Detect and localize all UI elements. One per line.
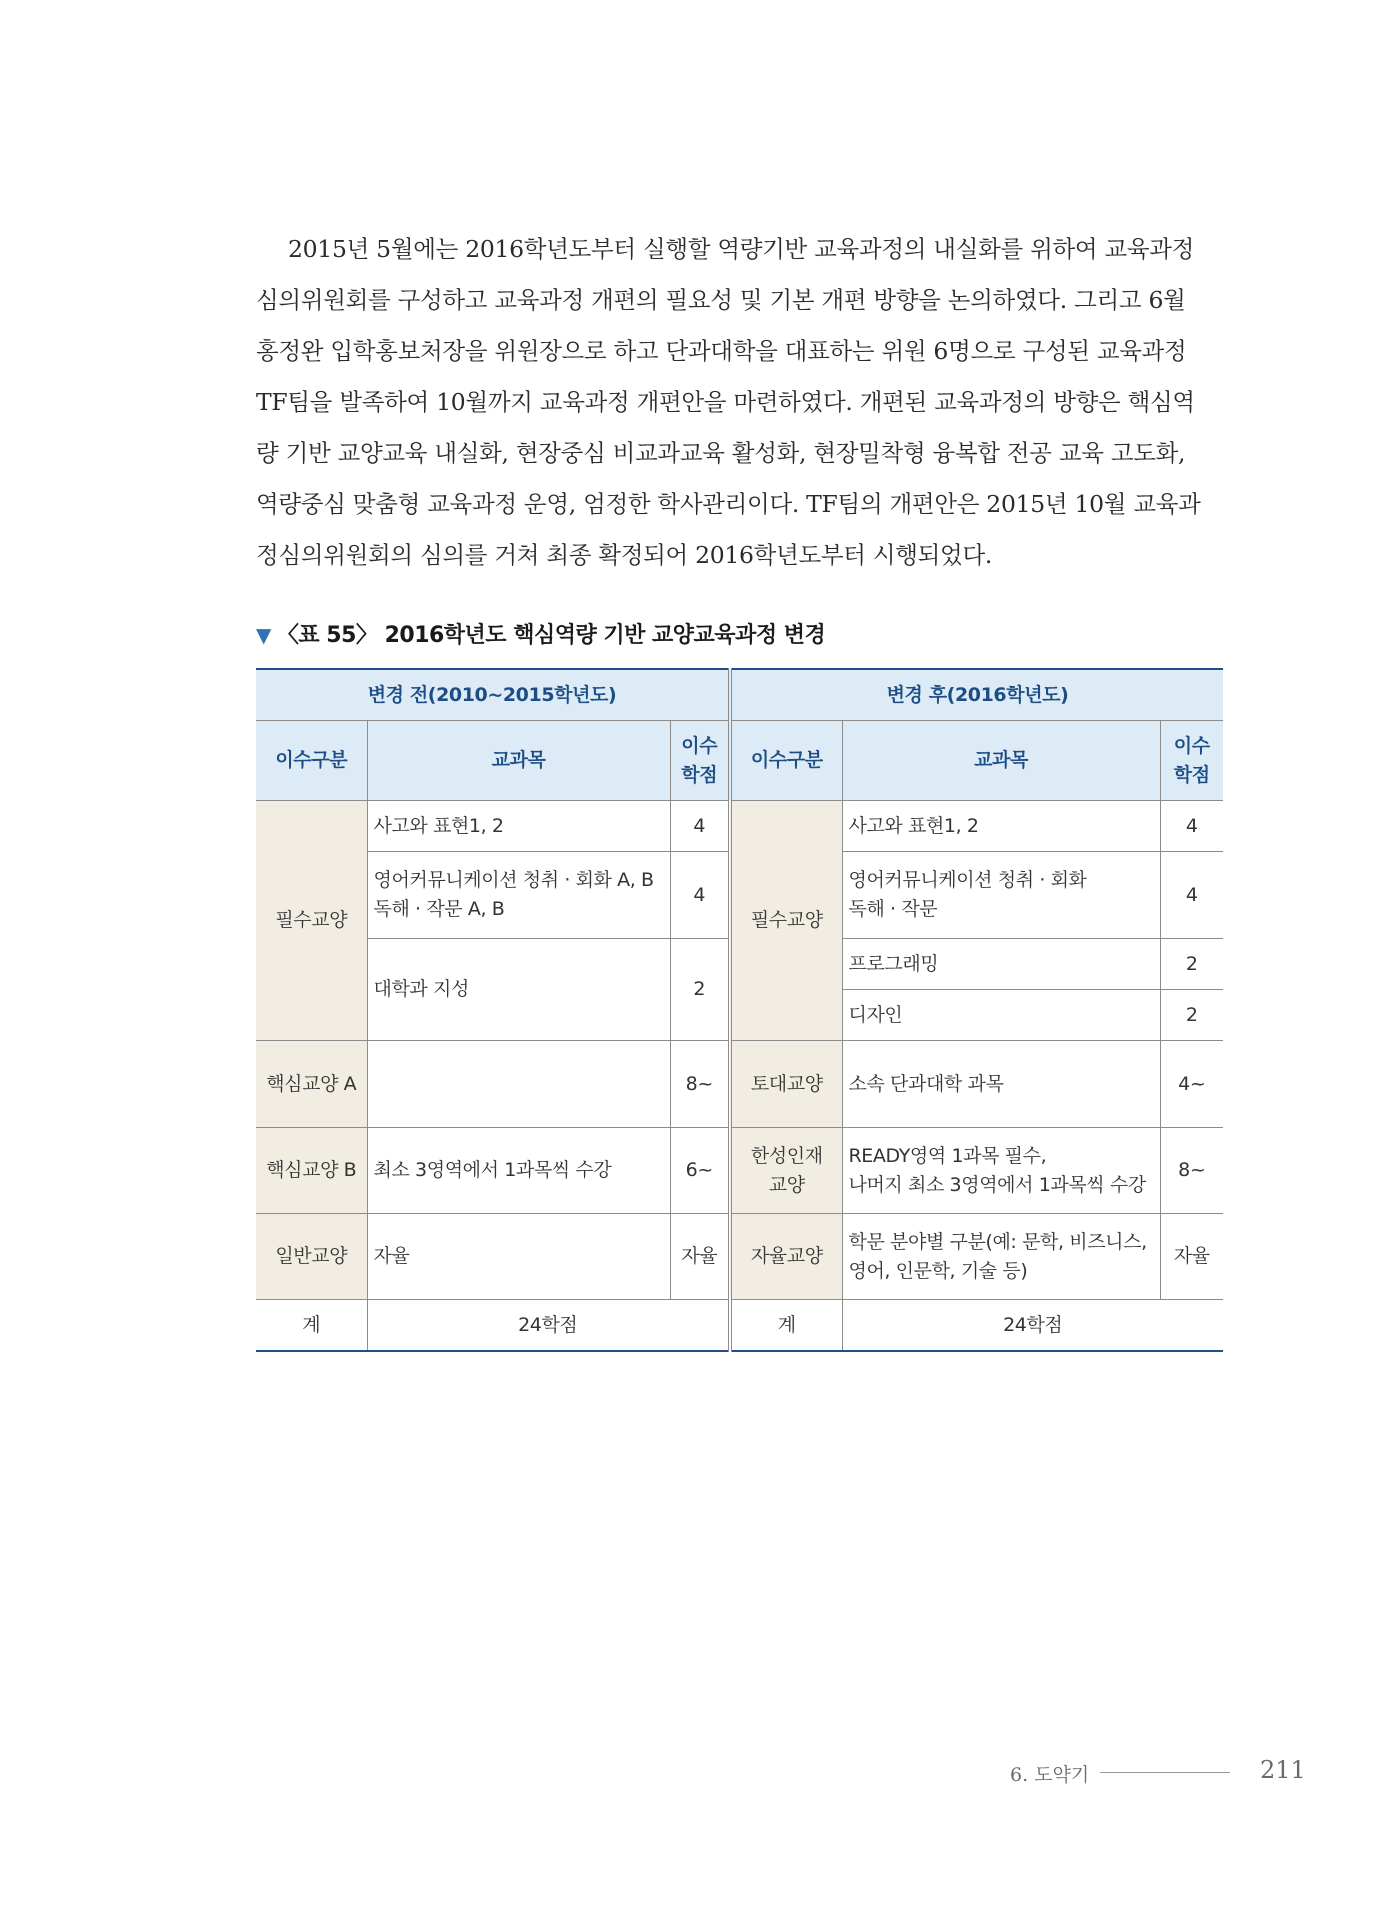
subject-line: 영어, 인문학, 기술 등) [848,1259,1028,1282]
paragraph-line: 심의위원회를 구성하고 교육과정 개편의 필요성 및 기본 개편 방향을 논의하였다. 그리고 6월 [256,286,1186,314]
category-cell: 필수교양 [730,801,842,1041]
column-header-credit-line: 이수 [681,734,718,757]
table-caption [256,618,825,649]
column-header-credit-line: 학점 [1173,763,1210,786]
column-header-credit-line: 학점 [681,763,718,786]
category-cell: 토대교양 [730,1041,842,1128]
column-header-credit-line: 이수 [1173,734,1210,757]
credit-cell: 자율 [1160,1214,1223,1300]
subject-cell: 자율 [367,1214,670,1300]
chapter-label: 6. 도약기 [1010,1764,1090,1786]
category-cell: 일반교양 [256,1214,367,1300]
credit-cell: 2 [670,939,730,1041]
subject-line: READY영역 1과목 필수, [848,1144,1047,1167]
subject-cell: 디자인 [842,990,1160,1041]
subject-cell: 최소 3영역에서 1과목씩 수강 [367,1128,670,1214]
credit-cell: 8~ [1160,1128,1223,1214]
subject-line: 영어커뮤니케이션 청취 · 회화 [848,869,1087,891]
paragraph-line: TF팀을 발족하여 10월까지 교육과정 개편안을 마련하였다. 개편된 교육과정의 방향은 핵심역 [256,388,1195,416]
curriculum-table [256,668,1223,1352]
page-number: 211 [1260,1756,1306,1784]
after-header: 변경 후(2016학년도) [730,669,1223,721]
category-cell: 핵심교양 A [256,1041,367,1128]
subject-cell [842,1214,1160,1300]
subject-cell [842,1128,1160,1214]
credit-cell: 2 [1160,990,1223,1041]
credit-cell: 4 [1160,852,1223,939]
page-footer [1010,1756,1306,1786]
subject-line: 독해 · 작문 [848,898,938,920]
subject-cell: 소속 단과대학 과목 [842,1041,1160,1128]
credit-cell: 2 [1160,939,1223,990]
category-line: 한성인재 [750,1144,823,1167]
subject-cell [842,852,1160,939]
column-header-category: 이수구분 [730,721,842,801]
credit-cell: 4 [670,801,730,852]
category-cell: 필수교양 [256,801,367,1041]
triangle-down-icon: ▼ [256,623,271,647]
subject-cell: 사고와 표현1, 2 [367,801,670,852]
total-value: 24학점 [842,1300,1223,1352]
subject-line: 나머지 최소 3영역에서 1과목씩 수강 [848,1173,1146,1196]
subject-cell [367,852,670,939]
credit-cell: 4~ [1160,1041,1223,1128]
credit-cell: 8~ [670,1041,730,1128]
column-header-credit [1160,721,1223,801]
subject-cell [367,1041,670,1128]
category-cell: 핵심교양 B [256,1128,367,1214]
column-header-subject: 교과목 [367,721,670,801]
credit-cell: 6~ [670,1128,730,1214]
column-header-subject: 교과목 [842,721,1160,801]
body-paragraph [256,224,1226,581]
subject-cell: 프로그래밍 [842,939,1160,990]
credit-cell: 4 [670,852,730,939]
credit-cell: 4 [1160,801,1223,852]
paragraph-line: 2015년 5월에는 2016학년도부터 실행할 역량기반 교육과정의 내실화를 위하여 교육과정 [288,235,1195,263]
table-caption-text: 〈표 55〉 2016학년도 핵심역량 기반 교양교육과정 변경 [276,623,826,648]
total-value: 24학점 [367,1300,730,1352]
category-cell [730,1128,842,1214]
credit-cell: 자율 [670,1214,730,1300]
category-line: 교양 [768,1173,805,1196]
column-header-credit [670,721,730,801]
before-header: 변경 전(2010~2015학년도) [256,669,730,721]
paragraph-line: 정심의위원회의 심의를 거쳐 최종 확정되어 2016학년도부터 시행되었다. [256,541,993,569]
subject-cell: 사고와 표현1, 2 [842,801,1160,852]
column-header-category: 이수구분 [256,721,367,801]
paragraph-line: 역량중심 맞춤형 교육과정 운영, 엄정한 학사관리이다. TF팀의 개편안은 2015년 10월 교육과 [256,490,1201,518]
category-cell: 자율교양 [730,1214,842,1300]
paragraph-line: 량 기반 교양교육 내실화, 현장중심 비교과교육 활성화, 현장밀착형 융복합 전공 교육 고도화, [256,439,1186,467]
total-label: 계 [730,1300,842,1352]
paragraph-line: 홍정완 입학홍보처장을 위원장으로 하고 단과대학을 대표하는 위원 6명으로 구성된 교육과정 [256,337,1187,365]
subject-line: 학문 분야별 구분(예: 문학, 비즈니스, [848,1230,1147,1253]
subject-line: 독해 · 작문 A, B [373,898,505,920]
subject-line: 영어커뮤니케이션 청취 · 회화 A, B [373,869,654,891]
total-label: 계 [256,1300,367,1352]
subject-cell: 대학과 지성 [367,939,670,1041]
footer-rule [1100,1772,1230,1773]
